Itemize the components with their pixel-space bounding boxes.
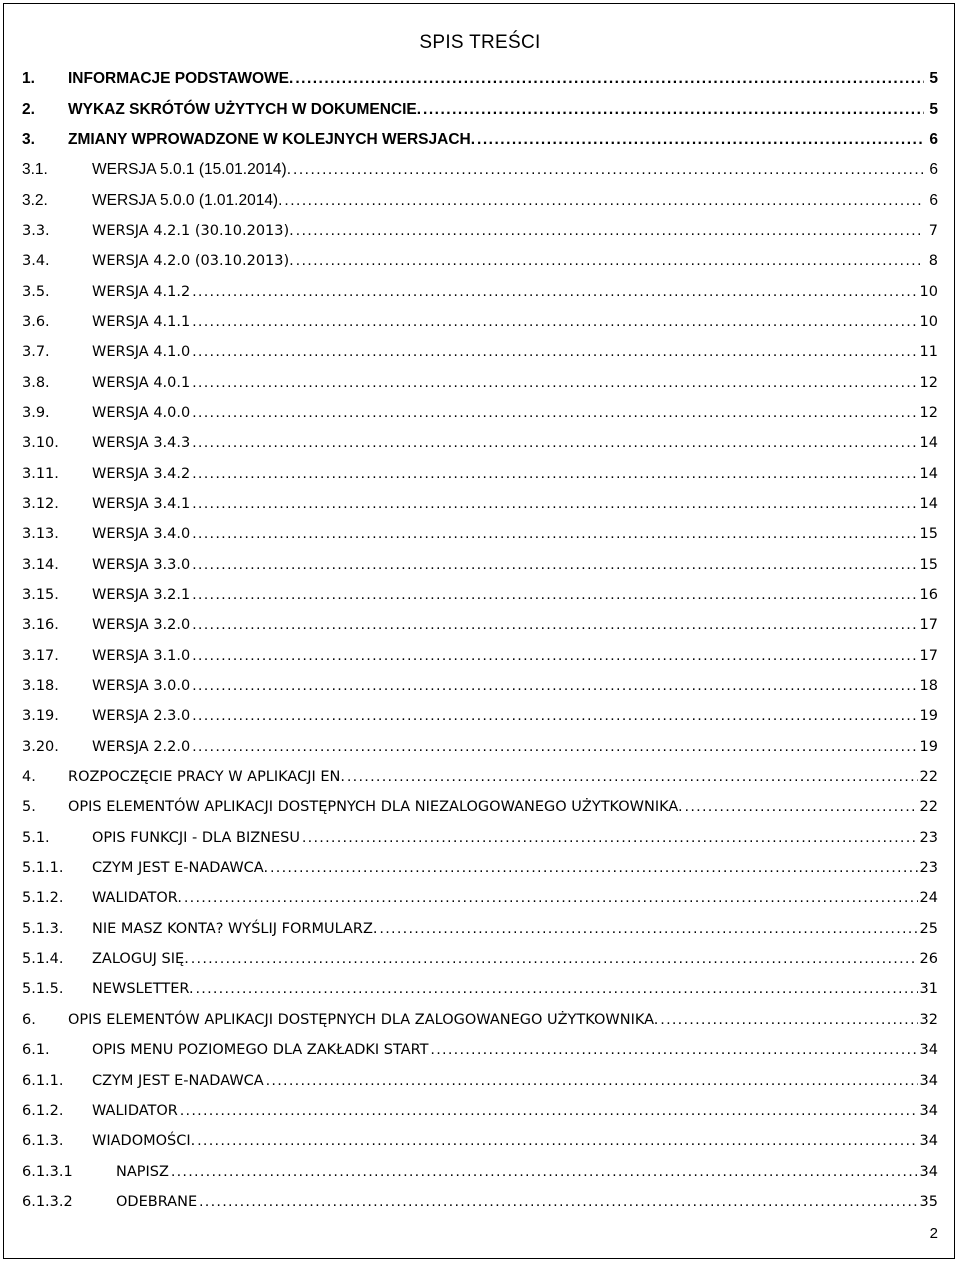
toc-dot-leader xyxy=(192,556,917,574)
toc-entry-number: 5.1.1. xyxy=(22,860,64,877)
toc-entry-label[interactable]: WERSJA 4.0.1 xyxy=(92,374,191,391)
toc-entry[interactable] xyxy=(22,185,938,215)
toc-entry-label[interactable]: ZALOGUJ SIĘ. xyxy=(92,951,189,968)
toc-dot-leader xyxy=(191,950,918,968)
toc-entry-number: 1. xyxy=(22,70,35,88)
toc-entry-page: 34 xyxy=(919,1072,938,1089)
toc-entry[interactable] xyxy=(22,853,938,883)
toc-entry-label[interactable]: WERSJA 4.2.0 (03.10.2013). xyxy=(92,253,294,270)
toc-entry[interactable] xyxy=(22,823,938,853)
toc-dot-leader xyxy=(192,434,917,452)
toc-dot-leader xyxy=(302,829,918,847)
toc-entry-number: 6.1.3.2 xyxy=(22,1193,73,1210)
toc-entry[interactable] xyxy=(22,337,938,367)
toc-entry-label[interactable]: WERSJA 4.1.2 xyxy=(92,283,191,300)
toc-entry-page: 6 xyxy=(929,130,938,148)
toc-entry-number: 3.12. xyxy=(22,495,59,512)
toc-entry-number: 5.1.2. xyxy=(22,890,64,907)
toc-entry[interactable] xyxy=(22,762,938,792)
toc-dot-leader xyxy=(192,404,917,422)
toc-entry-page: 25 xyxy=(919,920,938,937)
toc-entry[interactable] xyxy=(22,64,938,94)
toc-dot-leader xyxy=(685,798,918,816)
toc-entry-page: 17 xyxy=(919,647,938,664)
toc-entry-page: 17 xyxy=(919,617,938,634)
toc-entry-number: 3.17. xyxy=(22,647,59,664)
toc-entry-page: 18 xyxy=(919,678,938,695)
toc-dot-leader xyxy=(477,131,924,149)
toc-entry-label[interactable]: WERSJA 3.1.0 xyxy=(92,647,191,664)
toc-entry-page: 15 xyxy=(919,556,938,573)
toc-entry[interactable] xyxy=(22,580,938,610)
toc-entry-label[interactable]: ODEBRANE xyxy=(116,1193,198,1210)
toc-entry[interactable] xyxy=(22,1035,938,1065)
toc-entry-page: 14 xyxy=(919,495,938,512)
toc-entry[interactable] xyxy=(22,398,938,428)
toc-entry-label[interactable]: WERSJA 2.3.0 xyxy=(92,708,191,725)
toc-entry-number: 3.2. xyxy=(22,191,48,209)
toc-entry-page: 15 xyxy=(919,526,938,543)
toc-entry-page: 11 xyxy=(919,344,938,361)
toc-entry-number: 3.19. xyxy=(22,708,59,725)
toc-dot-leader xyxy=(184,889,918,907)
toc-entry-page: 5 xyxy=(929,100,938,118)
toc-entry[interactable] xyxy=(22,550,938,580)
toc-entry-label[interactable]: OPIS ELEMENTÓW APLIKACJI DOSTĘPNYCH DLA NIEZALOGOWANEGO UŻYTKOWNIKA. xyxy=(68,799,683,816)
toc-entry-number: 6. xyxy=(22,1011,36,1028)
toc-title: SPIS TREŚCI xyxy=(419,32,541,53)
toc-entry-label[interactable]: OPIS ELEMENTÓW APLIKACJI DOSTĘPNYCH DLA ZALOGOWANEGO UŻYTKOWNIKA. xyxy=(68,1011,659,1028)
toc-entry[interactable] xyxy=(22,1065,938,1095)
toc-entry-number: 3.15. xyxy=(22,587,59,604)
toc-entry[interactable] xyxy=(22,458,938,488)
toc-entry-label[interactable]: CZYM JEST E-NADAWCA. xyxy=(92,860,269,877)
toc-entry-label[interactable]: WERSJA 4.0.0 xyxy=(92,404,191,421)
toc-entry-number: 3.14. xyxy=(22,556,59,573)
toc-entry-number: 3.18. xyxy=(22,678,59,695)
toc-entry[interactable] xyxy=(22,246,938,276)
toc-entry[interactable] xyxy=(22,276,938,306)
toc-entry-label[interactable]: WALIDATOR. xyxy=(92,890,182,907)
toc-dot-leader xyxy=(296,252,924,270)
toc-entry-page: 22 xyxy=(919,769,938,786)
toc-entry-number: 3.3. xyxy=(22,222,50,239)
toc-entry-number: 4. xyxy=(22,769,36,786)
toc-entry[interactable] xyxy=(22,1156,938,1186)
toc-entry-page: 35 xyxy=(919,1193,938,1210)
toc-entry[interactable] xyxy=(22,671,938,701)
toc-dot-leader xyxy=(192,313,917,331)
toc-entry-page: 22 xyxy=(919,799,938,816)
toc-entry-label[interactable]: WERSJA 3.2.1 xyxy=(92,587,191,604)
toc-entry-label[interactable]: WALIDATOR xyxy=(92,1102,178,1119)
toc-dot-leader xyxy=(180,1102,918,1120)
toc-entry-number: 3. xyxy=(22,130,35,148)
toc-entry-page: 12 xyxy=(919,404,938,421)
toc-entry-label[interactable]: WERSJA 4.1.1 xyxy=(92,313,191,330)
toc-entry-label[interactable]: WERSJA 4.1.0 xyxy=(92,344,191,361)
toc-entry[interactable] xyxy=(22,944,938,974)
toc-entry-label[interactable]: OPIS MENU POZIOMEGO DLA ZAKŁADKI START xyxy=(92,1042,429,1059)
toc-entry-label[interactable]: WERSJA 5.0.1 (15.01.2014). xyxy=(92,161,292,179)
toc-entry-page: 12 xyxy=(919,374,938,391)
toc-entry[interactable] xyxy=(22,1005,938,1035)
toc-entry[interactable] xyxy=(22,641,938,671)
toc-dot-leader xyxy=(192,343,917,361)
toc-entry-label[interactable]: WYKAZ SKRÓTÓW UŻYTYCH W DOKUMENCIE. xyxy=(68,100,422,118)
toc-entry[interactable] xyxy=(22,1187,938,1217)
toc-entry-number: 5.1.4. xyxy=(22,951,64,968)
page-number: 2 xyxy=(929,1225,938,1242)
toc-entry[interactable] xyxy=(22,125,938,155)
toc-entry[interactable] xyxy=(22,489,938,519)
toc-dot-leader xyxy=(431,1041,918,1059)
toc-entry-page: 7 xyxy=(928,222,938,239)
toc-entry-page: 34 xyxy=(919,1133,938,1150)
toc-entry-number: 3.4. xyxy=(22,253,50,270)
toc-dot-leader xyxy=(295,70,924,88)
toc-entry-page: 6 xyxy=(929,161,938,179)
toc-entry-label[interactable]: WERSJA 3.4.1 xyxy=(92,495,191,512)
toc-entry-number: 3.5. xyxy=(22,283,50,300)
toc-entry-number: 6.1.1. xyxy=(22,1072,64,1089)
toc-entry-number: 2. xyxy=(22,100,35,118)
toc-entry-number: 5.1. xyxy=(22,829,50,846)
toc-entry-label[interactable]: WIADOMOŚCI. xyxy=(92,1133,196,1150)
toc-entry-label[interactable]: NEWSLETTER. xyxy=(92,981,194,998)
toc-entry-number: 3.6. xyxy=(22,313,50,330)
toc-entry-label[interactable]: WERSJA 3.4.0 xyxy=(92,526,191,543)
toc-entry-page: 14 xyxy=(919,435,938,452)
toc-entry[interactable] xyxy=(22,914,938,944)
toc-entry-label[interactable]: OPIS FUNKCJI - DLA BIZNESU xyxy=(92,829,300,846)
toc-entry[interactable] xyxy=(22,701,938,731)
toc-entry-number: 3.1. xyxy=(22,161,48,179)
toc-entry-label[interactable]: WERSJA 5.0.0 (1.01.2014). xyxy=(92,191,283,209)
toc-entry-label[interactable]: INFORMACJE PODSTAWOWE. xyxy=(68,70,294,88)
toc-dot-leader xyxy=(660,1011,917,1029)
toc-entry-page: 23 xyxy=(919,829,938,846)
toc-entry-number: 5.1.3. xyxy=(22,920,64,937)
toc-entry-label[interactable]: NIE MASZ KONTA? WYŚLIJ FORMULARZ. xyxy=(92,920,378,937)
toc-entry-number: 5.1.5. xyxy=(22,981,64,998)
toc-entry-label[interactable]: WERSJA 4.2.1 (30.10.2013). xyxy=(92,222,294,239)
table-of-contents xyxy=(22,64,938,1217)
toc-entry-label[interactable]: WERSJA 3.4.2 xyxy=(92,465,191,482)
toc-entry-label[interactable]: ROZPOCZĘCIE PRACY W APLIKACJI EN. xyxy=(68,769,345,786)
toc-dot-leader xyxy=(192,586,917,604)
toc-dot-leader xyxy=(192,707,917,725)
toc-dot-leader xyxy=(192,647,917,665)
toc-entry-number: 3.20. xyxy=(22,738,59,755)
toc-entry-number: 6.1.3.1 xyxy=(22,1163,73,1180)
toc-entry-label[interactable]: WERSJA 3.3.0 xyxy=(92,556,191,573)
toc-entry-label[interactable]: WERSJA 2.2.0 xyxy=(92,738,191,755)
toc-dot-leader xyxy=(380,920,918,938)
toc-entry-page: 6 xyxy=(929,191,938,209)
toc-entry[interactable] xyxy=(22,974,938,1004)
toc-entry-number: 3.8. xyxy=(22,374,50,391)
toc-entry[interactable] xyxy=(22,792,938,822)
toc-dot-leader xyxy=(192,283,917,301)
toc-entry[interactable] xyxy=(22,155,938,185)
toc-entry-page: 16 xyxy=(919,587,938,604)
toc-dot-leader xyxy=(266,1072,918,1090)
toc-entry[interactable] xyxy=(22,519,938,549)
toc-entry-page: 34 xyxy=(919,1163,938,1180)
toc-entry-label[interactable]: WERSJA 3.4.3 xyxy=(92,435,191,452)
toc-entry-page: 32 xyxy=(919,1011,938,1028)
toc-entry-number: 3.7. xyxy=(22,344,50,361)
toc-dot-leader xyxy=(296,222,924,240)
toc-entry[interactable] xyxy=(22,428,938,458)
toc-dot-leader xyxy=(197,1132,917,1150)
toc-entry[interactable] xyxy=(22,367,938,397)
toc-dot-leader xyxy=(192,374,917,392)
toc-dot-leader xyxy=(199,1193,917,1211)
toc-entry-number: 3.16. xyxy=(22,617,59,634)
toc-dot-leader xyxy=(192,495,917,513)
toc-dot-leader xyxy=(347,768,918,786)
toc-entry-number: 6.1.2. xyxy=(22,1102,64,1119)
toc-entry[interactable] xyxy=(22,94,938,124)
toc-entry-label[interactable]: WERSJA 3.0.0 xyxy=(92,678,191,695)
toc-dot-leader xyxy=(192,616,917,634)
toc-dot-leader xyxy=(270,859,917,877)
toc-entry-page: 10 xyxy=(919,313,938,330)
toc-entry[interactable] xyxy=(22,216,938,246)
toc-entry-page: 31 xyxy=(919,981,938,998)
toc-entry-number: 3.10. xyxy=(22,435,59,452)
toc-entry-page: 34 xyxy=(919,1102,938,1119)
toc-entry-page: 8 xyxy=(928,253,938,270)
toc-entry[interactable] xyxy=(22,732,938,762)
toc-entry-number: 6.1. xyxy=(22,1042,50,1059)
toc-dot-leader xyxy=(192,465,917,483)
toc-entry[interactable] xyxy=(22,883,938,913)
toc-dot-leader xyxy=(196,980,918,998)
toc-dot-leader xyxy=(293,161,924,179)
toc-entry-number: 3.11. xyxy=(22,465,59,482)
toc-entry-number: 3.9. xyxy=(22,404,50,421)
toc-entry-label[interactable]: WERSJA 3.2.0 xyxy=(92,617,191,634)
toc-entry-number: 5. xyxy=(22,799,36,816)
toc-entry-label[interactable]: ZMIANY WPROWADZONE W KOLEJNYCH WERSJACH. xyxy=(68,130,476,148)
toc-entry-page: 19 xyxy=(919,738,938,755)
toc-entry-page: 14 xyxy=(919,465,938,482)
toc-entry-label[interactable]: CZYM JEST E-NADAWCA xyxy=(92,1072,264,1089)
toc-dot-leader xyxy=(284,192,924,210)
toc-entry-page: 23 xyxy=(919,860,938,877)
toc-dot-leader xyxy=(192,738,917,756)
toc-entry-label[interactable]: NAPISZ xyxy=(116,1163,169,1180)
toc-dot-leader xyxy=(171,1163,918,1181)
toc-entry-page: 10 xyxy=(919,283,938,300)
toc-entry-number: 3.13. xyxy=(22,526,59,543)
toc-entry[interactable] xyxy=(22,1096,938,1126)
toc-entry-page: 26 xyxy=(919,951,938,968)
toc-entry[interactable] xyxy=(22,1126,938,1156)
toc-dot-leader xyxy=(192,525,917,543)
toc-dot-leader xyxy=(192,677,917,695)
toc-entry-page: 34 xyxy=(919,1042,938,1059)
toc-dot-leader xyxy=(423,101,924,119)
toc-entry-page: 19 xyxy=(919,708,938,725)
toc-entry[interactable] xyxy=(22,610,938,640)
toc-entry-number: 6.1.3. xyxy=(22,1133,64,1150)
toc-entry[interactable] xyxy=(22,307,938,337)
toc-entry-page: 24 xyxy=(919,890,938,907)
toc-entry-page: 5 xyxy=(929,70,938,88)
